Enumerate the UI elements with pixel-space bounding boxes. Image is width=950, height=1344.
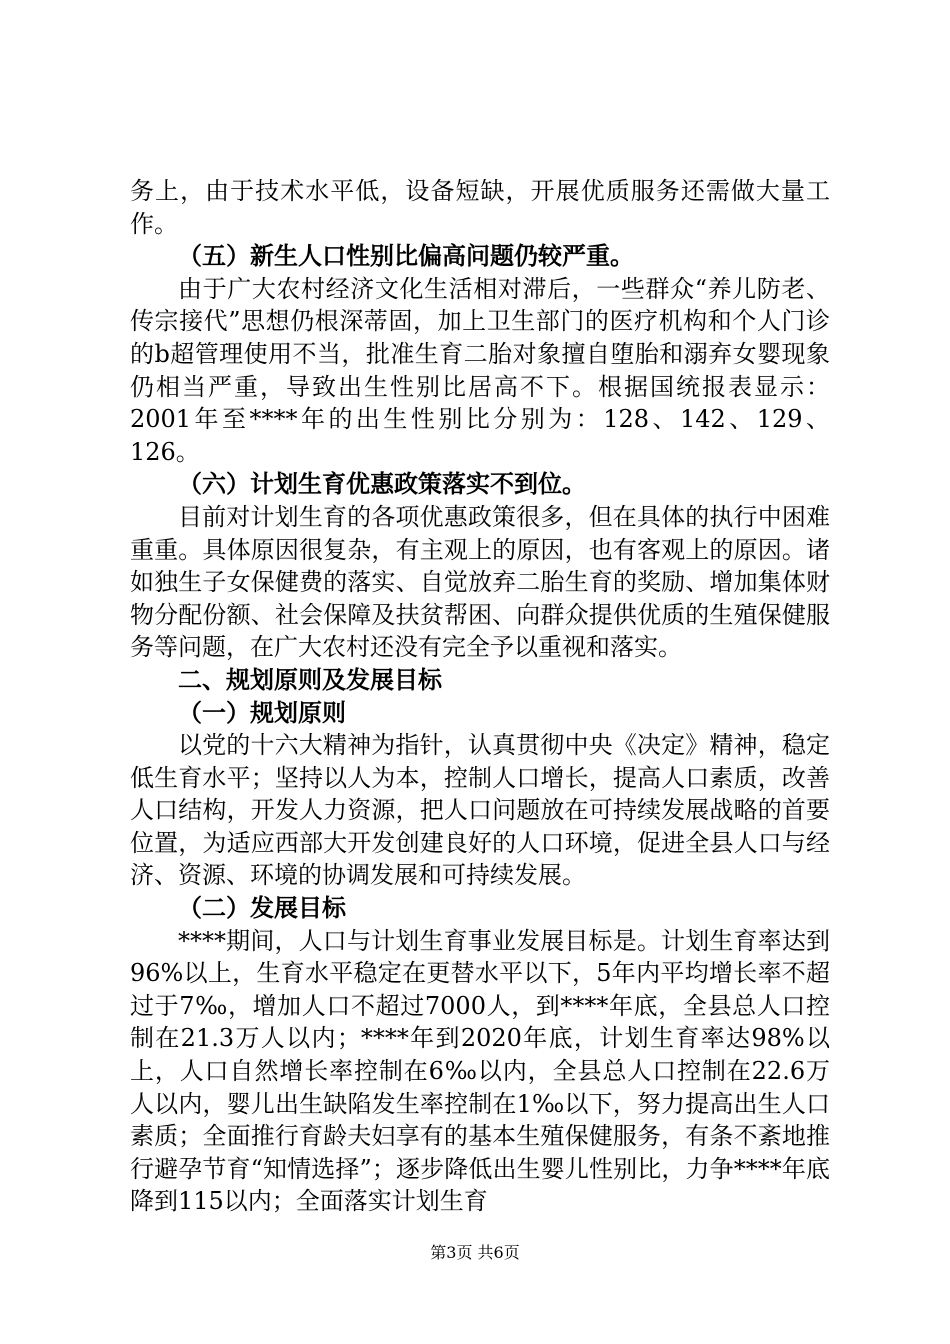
chapter-heading-2: 二、规划原则及发展目标: [178, 664, 442, 694]
paragraph-continuation: 务上，由于技术水平低，设备短缺，开展优质服务还需做大量工作。: [130, 177, 830, 238]
section-heading-5: （五）新生人口性别比偏高问题仍较严重。: [178, 241, 634, 271]
paragraph-sex-ratio: 由于广大农村经济文化生活相对滞后，一些群众“养儿防老、传宗接代”思想仍根深蒂固，加上卫生部门的医疗机构和个人门诊的b超管理使用不当，批准生育二胎对象擅自堕胎和溺弃女婴现象仍相当严重，导致出生性别比居高不下。根据国统报表显示：2001年至****年的出生性别比分别为：128、142、129、126。: [130, 274, 830, 466]
paragraph-principles: 以党的十六大精神为指针，认真贯彻中央《决定》精神，稳定低生育水平；坚持以人为本，控制人口增长，提高人口素质，改善人口结构，开发人力资源，把人口问题放在可持续发展战略的首要位置，为适应西部大开发创建良好的人口环境，促进全县人口与经济、资源、环境的协调发展和可持续发展。: [130, 731, 830, 890]
document-body: [130, 175, 830, 1218]
page-footer: 第3页 共6页: [430, 1243, 520, 1262]
paragraph-policy: 目前对计划生育的各项优惠政策很多，但在具体的执行中困难重重。具体原因很复杂，有主观上的原因，也有客观上的原因。诸如独生子女保健费的落实、自觉放弃二胎生育的奖励、增加集体财物分配份额、社会保障及扶贫帮困、向群众提供优质的生殖保健服务等问题，在广大农村还没有完全予以重视和落实。: [130, 502, 830, 662]
paragraph-goals: ****期间，人口与计划生育事业发展目标是。计划生育率达到96%以上，生育水平稳定在更替水平以下，5年内平均增长率不超过于7‰，增加人口不超过7000人，到****年底，全县总人口控制在21.3万人以内；****年到2020年底，计划生育率达98%以上，人口自然增长率控制在6‰以内，全县总人口控制在22.6万人以内，婴儿出生缺陷发生率控制在1‰以下，努力提高出生人口素质；全面推行育龄夫妇享有的基本生殖保健服务，有条不紊地推行避孕节育“知情选择”；逐步降低出生婴儿性别比，力争****年底降到115以内；全面落实计划生育: [130, 926, 830, 1216]
section-heading-6: （六）计划生育优惠政策落实不到位。: [178, 469, 586, 499]
section-heading-goals: （二）发展目标: [178, 893, 346, 923]
section-heading-principles: （一）规划原则: [178, 697, 346, 727]
